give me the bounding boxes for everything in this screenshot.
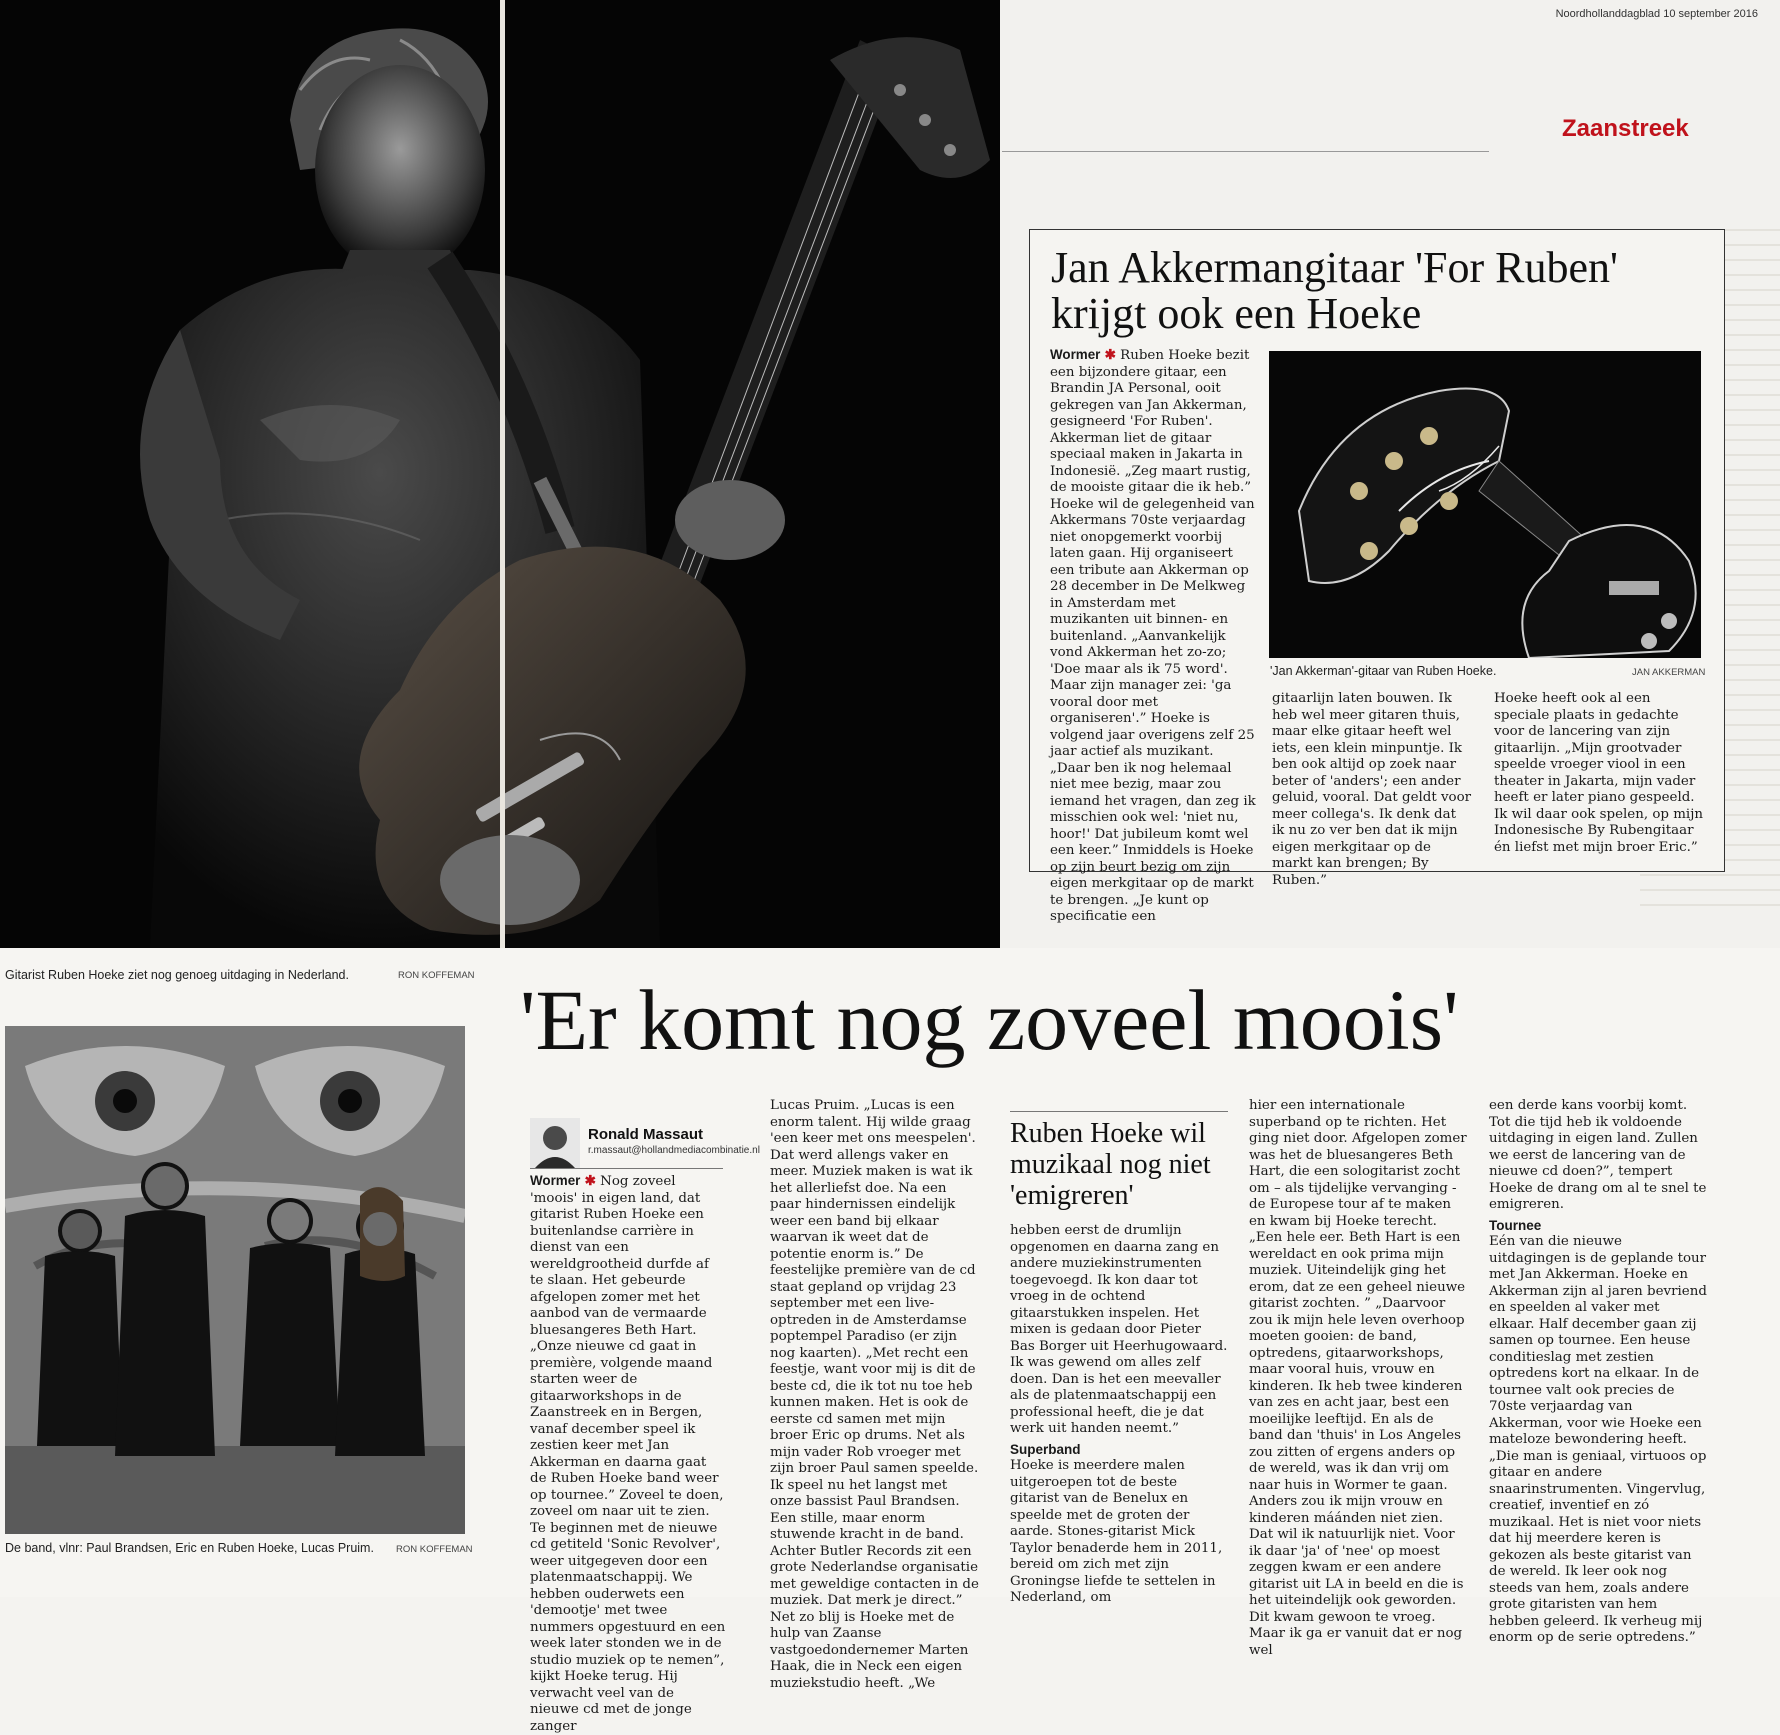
dateline: Wormer [530,1173,581,1188]
section-rule [1002,151,1489,152]
guitar-photo [1269,351,1701,658]
page-gutter [500,0,505,948]
subheadline-rule [1010,1111,1228,1112]
article-text: Hoeke heeft ook al een speciale plaats in gedachte voor de lancering van zijn gitaarlijn. „Mijn grootvader speelde vroeger viool in een theater in Jakarta, mijn vader heeft er later piano gespeeld. Ik wil daar ook spelen, op mijn Indonesische By Rubengitaar én liefst met mijn broer Eric.” [1494,691,1703,855]
article-column-3 [1494,691,1704,856]
guitar-illustration [1269,351,1701,658]
author-avatar [530,1118,580,1168]
article-column-2 [1272,691,1472,889]
star-icon: ✱ [584,1173,596,1188]
band-photo [5,1026,465,1534]
main-column-2 [770,1098,980,1692]
article-text: Lucas Pruim. „Lucas is een enorm talent. Hij wilde graag 'een keer met ons meespelen'. Dat werd allengs vaker en meer. Muziek maken is wat ik het allerliefst doe. Na een paar hindernissen eindelijk weer een band bij elkaar waarvan ik weet dat de potentie enorm is.” De feestelijke première van de cd staat gepland op vrijdag 23 september met een live-optreden in de Amsterdamse poptempel Paradiso (er zijn nog kaarten). „Met recht een feestje, want voor mij is dit de beste cd, die ik tot nu toe heb kunnen maken. Het is ook de eerste cd samen met mijn broer Eric op drums. Net als mijn vader Rob vroeger met zijn broer Paul samen speelde. Ik speel nu het langst met onze bassist Paul Brandsen. Een stille, maar enorm stuwende kracht in de band. Achter Butler Records zit een grote Nederlandse organisatie met geweldige contacten in de muziek. Dat merk je direct.” Net zo blij is Hoeke met de hulp van Zaanse vastgoedondernemer Marten Haak, die in Neck een eigen muziekstudio heeft. „We [770,1098,979,1691]
article-text: hier een internationale superband op te richten. Het ging niet door. Afgelopen zomer was het de bluesangeres Beth Hart, die een sologitarist zocht om – als tijdelijke vervanging - de Europese tour af te maken en kwam bij Hoeke terecht. „Een hele eer. Beth Hart is een wereldact en ook prima mijn muziek. Uiteindelijk ging het erom, dat ze een geheel nieuwe gitarist zochten. ” „Daarvoor zou ik mijn hele leven overhoop moeten gooien: de band, optredens, gitaarworkshops, maar vooral huis, vrouw en kinderen. Ik heb twee kinderen van zes en acht jaar, best een moeilijke leeftijd. En als de band dan 'thuis' in Los Angeles zou zitten of ergens anders op de wereld, was ik dan vrij om naar huis in Wormer te gaan. Anders zou ik mijn vrouw en kinderen máánden niet zien. Dat wil ik natuurlijk niet. Voor ik daar 'ja' of 'nee' op moest zeggen kwam er een andere gitarist uit LA in beeld en die is het uiteindelijk ook geworden. Dit kwam gewoon te vroeg. Maar ik ga er vanuit dat er nog wel [1249,1098,1467,1658]
article-headline [1051,245,1711,337]
main-photo-caption: Gitarist Ruben Hoeke ziet nog genoeg uitdaging in Nederland. [5,968,349,982]
main-column-4 [1249,1098,1467,1659]
guitar-photo-caption: 'Jan Akkerman'-gitaar van Ruben Hoeke. [1270,664,1497,678]
main-photo-credit: RON KOFFEMAN [398,970,475,981]
article-text: Ruben Hoeke bezit een bijzondere gitaar, een Brandin JA Personal, ooit gekregen van Jan Akkerman, gesigneerd 'For Ruben'. Akkerman liet de gitaar speciaal maken in Jakarta in Indonesië. „Zeg maart rustig, de mooiste gitaar die ik heb.” Hoeke wil de gelegenheid van Akkermans 70ste verjaardag niet onopgemerkt voorbij laten gaan. Hij organiseert een tribute aan Akkerman op 28 december in De Melkweg in Amsterdam met muzikanten uit binnen- en buitenland. „Aanvankelijk vond Akkerman het zo-zo; 'Doe maar als ik 75 word'. Maar zijn manager zei: 'ga vooral door met organiseren'.” Hoeke is volgend jaar overigens zelf 25 jaar actief als muzikant. „Daar ben ik nog helemaal niet mee bezig, maar zou iemand het vragen, dan zeg ik misschien ook wel: 'niet nu, hoor!' Dat jubileum komt wel een keer.” Inmiddels is Hoeke op zijn beurt bezig om zijn eigen merkgitaar op de markt te brengen. „Je kunt op specificatie een [1050,348,1256,924]
main-column-3 [1010,1223,1228,1607]
author-email: r.massaut@hollandmediacombinatie.nl [588,1145,760,1156]
article-text: een derde kans voorbij komt. Tot die tijd heb ik voldoende uitdaging in eigen land. Zullen we eerst de lancering van de nieuwe cd doen?”, tempert Hoeke de drang om al te snel te emigreren. [1489,1098,1707,1212]
masthead: Noordhollanddagblad 10 september 2016 [1555,8,1758,20]
article-text: hebben eerst de drumlijn opgenomen en daarna zang en andere muziekinstrumenten toegevoegd. Ik kon daar tot vroeg in de ochtend gitaarstukken inspelen. Het mixen is gedaan door Pieter Bas Borger uit Heerhugowaard. Ik was gewend om alles zelf doen. Dan is het een meevaller als de platenmaatschappij een professional heeft, die je dat werk uit handen neemt.” [1010,1223,1228,1436]
article-text: Nog zoveel 'moois' in eigen land, dat gitarist Ruben Hoeke een buitenlandse carrière in dienst van een wereldgrootheid durfde af te slaan. Het gebeurde afgelopen zomer met het aanbod van de vermaarde bluesangeres Beth Hart. „Onze nieuwe cd gaat in première, volgende maand starten weer de gitaarworkshops in de Zaanstreek en in Bergen, vanaf december speel ik zestien keer met Jan Akkerman en daarna gaat de Ruben Hoeke band weer op tournee.” Zoveel te doen, zoveel om naar uit te zien. Te beginnen met de nieuwe cd getiteld 'Sonic Revolver', weer uitgegeven door een platenmaatschappij. We hebben ouderwets een 'demootje' met twee nummers opgestuurd en een week later stonden we in de studio muziek op te nemen”, kijkt Hoeke terug. Hij verwacht veel van de nieuwe cd met de jonge zanger [530,1174,726,1734]
article-column-1 [1050,347,1257,926]
section-label: Zaanstreek [1562,115,1689,142]
article-text: Eén van die nieuwe uitdagingen is de geplande tour met Jan Akkerman. Hoeke en Akkerman zijn al jaren bevriend en speelden al vaker met elkaar. Half december gaan zij samen op tournee. Een heuse conditieslag met zestien optredens kort na elkaar. In de tournee valt ook precies de 70ste verjaardag van Akkerman, voor wie Hoeke een mateloze bewondering heeft. „Die man is geniaal, virtuoos op gitaar en andere snaarinstrumenten. Vingervlug, creatief, inventief en zó muzikaal. Het is niet voor niets dat hij meerdere keren is gekozen als beste gitarist van de wereld. Ik leer ook nog steeds van hem, zoals andere grote gitaristen van hem hebben geleerd. Ik verheug mij enorm op de serie optredens.” [1489,1234,1707,1645]
main-column-5 [1489,1098,1707,1647]
subhead-superband: Superband [1010,1441,1081,1457]
main-headline: 'Er komt nog zoveel moois' [520,972,1459,1068]
headline-line-1: Jan Akkermangitaar 'For Ruben' [1051,243,1618,292]
byline-rule [530,1168,723,1169]
subheadline: Ruben Hoeke wil muzikaal nog niet 'emigreren' [1010,1118,1211,1211]
dateline: Wormer [1050,347,1101,362]
band-illustration [5,1026,465,1534]
author-name: Ronald Massaut [588,1126,704,1143]
subhead-tournee: Tournee [1489,1217,1542,1233]
band-photo-caption: De band, vlnr: Paul Brandsen, Eric en Ruben Hoeke, Lucas Pruim. [5,1541,374,1555]
star-icon: ✱ [1104,347,1116,362]
article-text: Hoeke is meerdere malen uitgeroepen tot de beste gitarist van de Benelux en speelde met de groten der aarde. Stones-gitarist Mick Taylor benaderde hem in 2011, bereid om zich met zijn Groningse liefde te settelen in Nederland, om [1010,1458,1223,1605]
article-text: gitaarlijn laten bouwen. Ik heb wel meer gitaren thuis, maar elke gitaar heeft wel iets, een klein minpuntje. Ik ben ook altijd op zoek naar beter of 'anders'; een ander geluid, vooral. Dat geldt voor meer collega's. Ik denk dat ik nu zo ver ben dat ik mijn eigen merkgitaar op de markt kan brengen; By Ruben.” [1272,691,1472,888]
main-column-1 [530,1173,726,1735]
band-photo-credit: RON KOFFEMAN [396,1544,473,1555]
guitar-photo-credit: JAN AKKERMAN [1632,667,1706,678]
headline-line-2: krijgt ook een Hoeke [1051,289,1422,338]
